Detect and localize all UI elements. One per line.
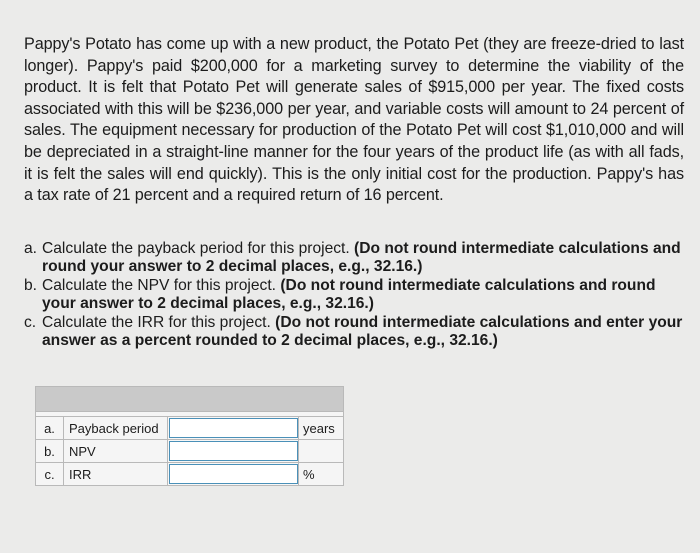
question-a [24,240,684,277]
question-letter: c. [24,313,37,331]
question-body [42,314,684,351]
question-text: Calculate the payback period for this project. [42,240,355,257]
question-b [24,277,684,314]
question-list [24,240,684,350]
question-instruction: (Do not round intermediate calculations and round your answer to 2 decimal places, e.g., 32.16.) [42,276,656,313]
irr-input[interactable] [169,464,298,484]
question-text: Calculate the NPV for this project. [42,276,281,294]
input-cell [168,417,299,440]
table-row-irr [36,463,344,486]
npv-input[interactable] [169,441,298,461]
row-label: NPV [64,440,168,463]
table-row-npv [36,440,344,463]
row-letter: c. [36,463,64,486]
answer-table [35,386,344,486]
input-cell [168,463,299,486]
question-letter: a. [24,240,38,257]
row-unit: % [299,463,344,486]
question-text: Calculate the IRR for this project. [42,313,276,331]
payback-period-input[interactable] [169,418,298,438]
table-header-cell [36,387,344,412]
question-letter: b. [24,276,38,294]
input-cell [168,440,299,463]
question-instruction: (Do not round intermediate calculations and enter your answer as a percent rounded to 2 decimal places, e.g., 32.16.) [42,313,683,350]
question-instruction: (Do not round intermediate calculations and round your answer to 2 decimal places, e.g., 32.16.) [42,240,681,276]
table-row-payback [36,417,344,440]
row-unit: years [299,417,344,440]
problem-statement: Pappy's Potato has come up with a new product, the Potato Pet (they are freeze-dried to last longer). Pappy's paid $200,000 for a marketing survey to determine the viability of the product. It is felt that Potato Pet will generate sales of $915,000 per year. The fixed costs associated with this will be $236,000 per year, and variable costs will amount to 24 percent of sales. The equipment necessary for production of the Potato Pet will cost $1,010,000 and will be depreciated in a straight-line manner for the four years of the product life (as with all fads, it is felt the sales will end quickly). This is the only initial cost for the production. Pappy's has a tax rate of 21 percent and a required return of 16 percent. [24,35,684,205]
row-unit [299,440,344,463]
question-body [42,240,684,277]
question-body [42,277,684,314]
question-c [24,314,684,351]
row-label: IRR [64,463,168,486]
row-letter: a. [36,417,64,440]
table-header [36,387,344,412]
row-letter: b. [36,440,64,463]
row-label: Payback period [64,417,168,440]
